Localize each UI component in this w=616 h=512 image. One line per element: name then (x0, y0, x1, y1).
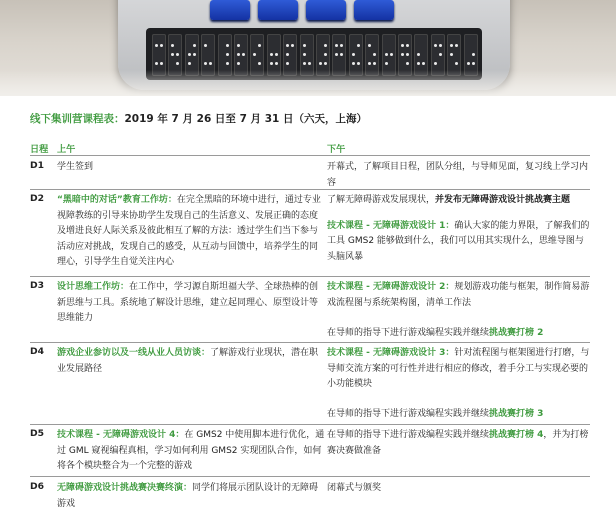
braille-dot (303, 62, 306, 65)
morning-title: 技术课程 - 无障碍游戏设计 4： (57, 430, 185, 440)
braille-dot (188, 53, 191, 56)
afternoon-text: 开幕式，了解项目日程，团队分组，与导师见面，复习线上学习内容 (327, 162, 589, 188)
braille-dot (226, 44, 229, 47)
afternoon-text: 确认大家的能力界限，了解我们的工具 GMS2 能够做到什么，我们可以用其实现什么，思维导图与头脑风暴 (327, 220, 590, 262)
afternoon-text: 了解无障碍游戏发展现状， (327, 195, 436, 205)
braille-dot (385, 53, 388, 56)
row-divider (30, 276, 590, 277)
afternoon-text: 在导师的指导下进行游戏编程实践并继续 (327, 328, 490, 338)
header-pm: 下午 (327, 144, 346, 155)
blue-key (306, 0, 346, 20)
morning-title: 无障碍游戏设计挑战赛决赛终演： (57, 483, 193, 493)
morning-cell (57, 481, 325, 512)
braille-dot (352, 62, 355, 65)
afternoon-text: 规划游戏功能与框架，制作简易游戏流程图与系统架构图，清单工作法 (327, 282, 590, 308)
braille-dot (319, 62, 322, 65)
braille-dot (286, 44, 289, 47)
braille-dot (258, 62, 261, 65)
morning-cell (57, 280, 325, 327)
braille-dot (467, 62, 470, 65)
braille-dot (422, 62, 425, 65)
braille-dot (335, 53, 338, 56)
morning-text: 了解游戏行业现状，潜在职业发展路径 (57, 348, 319, 374)
afternoon-title: 技术课程 - 无障碍游戏设计 1： (327, 220, 455, 231)
braille-dot (455, 44, 458, 47)
braille-dot (439, 53, 442, 56)
morning-text: 在完全黑暗的环境中进行，通过专业视障教练的引导来协助学生发现自己的生活意义、发展正确的态度及增进良好人际关系及彼此相互了解的方法：透过学生们当下参与活动应对挑战，发现自己的感受，从互动与回馈中，培养学生的同理心，引导学生自觉关注内心 (57, 195, 321, 267)
afternoon-cell (327, 481, 590, 497)
braille-dot (401, 44, 404, 47)
row-divider (30, 342, 590, 343)
day-label: D3 (30, 280, 45, 291)
braille-dot (450, 53, 453, 56)
morning-text: 在工作中，学习源自斯坦福大学、全球热棒的创新思维与工具。系统地了解设计思维，建立起同理心、原型设计等思维能力 (57, 282, 319, 323)
schedule-heading (30, 111, 367, 126)
afternoon-entry (327, 193, 590, 209)
braille-dot (286, 53, 289, 56)
braille-dot (176, 53, 179, 56)
braille-dot (204, 44, 207, 47)
braille-dot (401, 53, 404, 56)
morning-text: 在 GMS2 中使用脚本进行优化，通过 GML 窥视编程真相，学习如何利用 GMS2 实现团队合作，如何将各个模块整合为一个完整的游戏 (57, 430, 325, 471)
table-header (30, 141, 590, 156)
blue-key (354, 0, 394, 20)
braille-dot (439, 44, 442, 47)
braille-dot (324, 62, 327, 65)
braille-dot (450, 44, 453, 47)
braille-dot (406, 62, 409, 65)
afternoon-green: 挑战赛打榜 2 (489, 328, 544, 338)
braille-dot (226, 53, 229, 56)
morning-cell (57, 193, 325, 271)
braille-dot (237, 44, 240, 47)
afternoon-cell (327, 280, 590, 342)
braille-dot (335, 44, 338, 47)
braille-dot (286, 62, 289, 65)
braille-dot (270, 62, 273, 65)
braille-dot (204, 62, 207, 65)
braille-dot (340, 53, 343, 56)
row-divider (30, 424, 590, 425)
morning-title: “黑暗中的对话”教育工作坊： (57, 195, 177, 205)
braille-dot (434, 62, 437, 65)
afternoon-cell (327, 346, 590, 422)
afternoon-cell (327, 428, 590, 459)
braille-dot (455, 62, 458, 65)
braille-dot (303, 44, 306, 47)
braille-dot (406, 44, 409, 47)
blue-key (258, 0, 298, 20)
day-label: D1 (30, 160, 45, 171)
header-day: 日程 (30, 144, 49, 155)
afternoon-text: 闭幕式与颁奖 (327, 483, 382, 493)
braille-dot (176, 62, 179, 65)
morning-text: 学生签到 (57, 162, 94, 172)
blue-key (210, 0, 250, 20)
braille-dot (357, 62, 360, 65)
braille-dot (193, 44, 196, 47)
afternoon-text: 针对流程图与框架图进行打磨，与导师交流方案的可行性并进行相应的修改，着手分工与实现必要的小功能模块 (327, 348, 590, 389)
header-divider (30, 155, 590, 156)
morning-text: 同学们将展示团队设计的无障碍游戏 (57, 483, 319, 509)
braille-dot (291, 44, 294, 47)
afternoon-text: 在导师的指导下进行游戏编程实践并继续 (327, 430, 490, 440)
braille-dot (253, 53, 256, 56)
braille-dot (171, 53, 174, 56)
braille-dot (226, 62, 229, 65)
braille-dot (188, 62, 191, 65)
braille-dot (472, 53, 475, 56)
braille-dot (155, 44, 158, 47)
braille-dot (340, 44, 343, 47)
braille-dot (155, 62, 158, 65)
braille-dot (390, 53, 393, 56)
afternoon-cell (327, 193, 590, 265)
braille-dot (417, 62, 420, 65)
braille-dot (434, 44, 437, 47)
braille-dot (242, 53, 245, 56)
braille-device-photo (0, 0, 616, 96)
afternoon-entry (327, 346, 590, 393)
afternoon-entry (327, 326, 590, 342)
braille-dot (258, 44, 261, 47)
braille-dot (385, 62, 388, 65)
braille-dot (308, 62, 311, 65)
morning-cell (57, 428, 325, 475)
afternoon-title: 技术课程 - 无障碍游戏设计 3： (327, 348, 455, 358)
row-divider (30, 189, 590, 190)
morning-cell (57, 160, 325, 176)
afternoon-entry (327, 407, 590, 423)
braille-dot (237, 62, 240, 65)
morning-title: 设计思维工作坊： (57, 282, 130, 292)
braille-dot (209, 62, 212, 65)
header-am: 上午 (57, 144, 76, 155)
afternoon-green: 挑战赛打榜 4 (489, 430, 544, 440)
braille-dot (171, 44, 174, 47)
day-label: D4 (30, 346, 45, 357)
braille-dot (373, 62, 376, 65)
braille-dot (193, 53, 196, 56)
day-label: D6 (30, 481, 45, 492)
braille-dot (275, 53, 278, 56)
braille-dot (368, 62, 371, 65)
row-divider (30, 476, 590, 477)
braille-dot (160, 62, 163, 65)
morning-cell (57, 346, 325, 377)
heading-date: 2019 年 7 月 26 日至 7 月 31 日（六天，上海） (124, 113, 367, 125)
afternoon-tail: ，并为打榜赛决赛做准备 (327, 430, 589, 456)
braille-dot (324, 44, 327, 47)
afternoon-text: 在导师的指导下进行游戏编程实践并继续 (327, 408, 490, 419)
braille-dot (160, 44, 163, 47)
braille-dot (237, 53, 240, 56)
braille-dot (303, 53, 306, 56)
afternoon-title: 技术课程 - 无障碍游戏设计 2： (327, 282, 455, 292)
afternoon-bold: 并发布无障碍游戏设计挑战赛主题 (435, 195, 571, 205)
heading-label: 线下集训营课程表： (30, 113, 125, 125)
braille-dot (373, 53, 376, 56)
afternoon-entry (327, 219, 590, 266)
braille-dot (417, 53, 420, 56)
braille-dot (368, 44, 371, 47)
braille-dot (472, 62, 475, 65)
morning-title: 游戏企业参访以及一线从业人员访谈： (57, 348, 211, 358)
day-label: D5 (30, 428, 45, 439)
photo-fade (0, 70, 616, 96)
braille-dot (352, 53, 355, 56)
day-label: D2 (30, 193, 45, 204)
braille-dot (406, 53, 409, 56)
afternoon-cell (327, 160, 590, 191)
braille-dot (270, 53, 273, 56)
braille-dot (275, 62, 278, 65)
braille-dot (324, 53, 327, 56)
afternoon-entry (327, 280, 590, 311)
braille-dot (357, 44, 360, 47)
afternoon-green: 挑战赛打榜 3 (489, 408, 544, 419)
